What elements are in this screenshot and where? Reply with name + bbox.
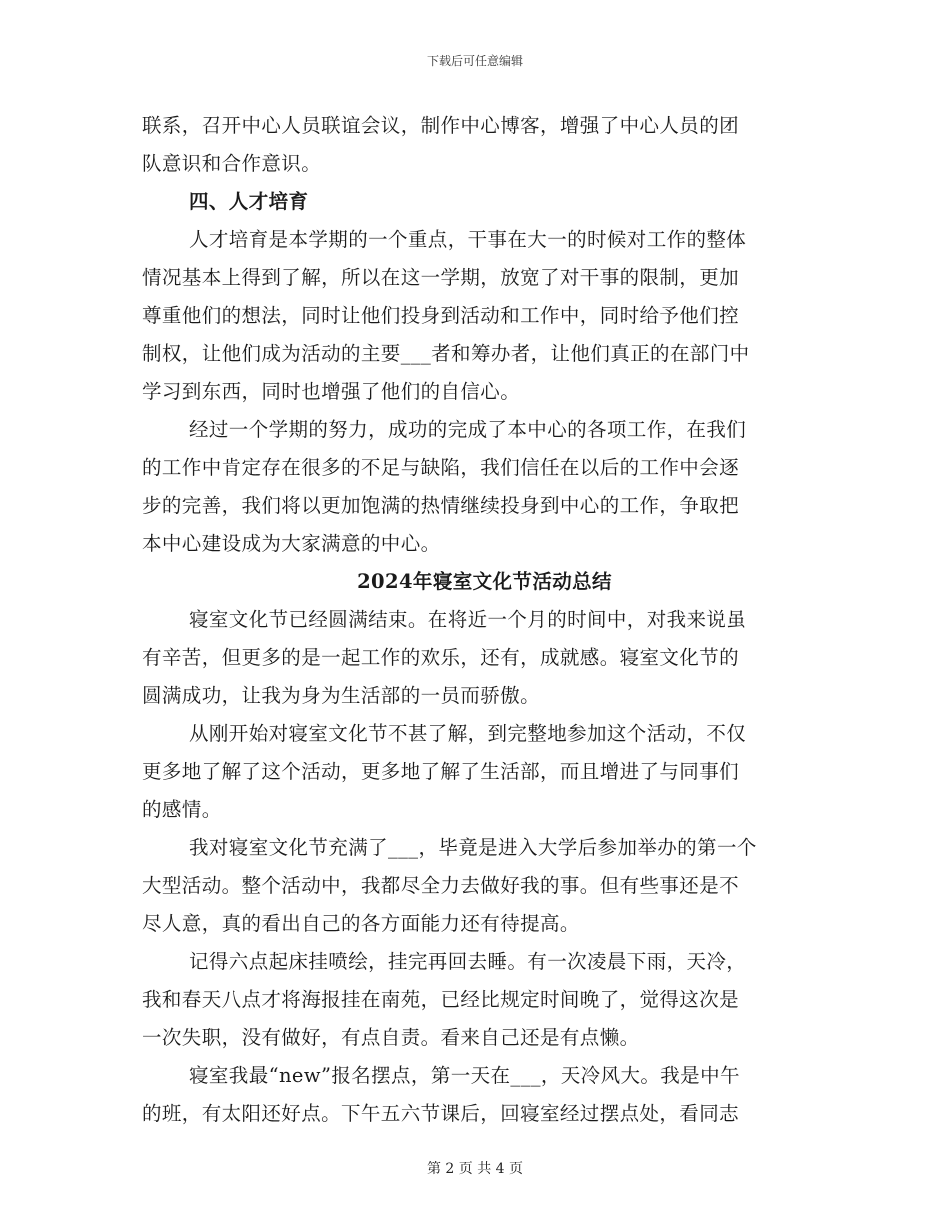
body-line: 尊重他们的想法，同时让他们投身到活动和工作中，同时给予他们控 [142, 304, 740, 327]
body-line: 大型活动。整个活动中，我都尽全力去做好我的事。但有些事还是不 [142, 874, 740, 897]
paragraph-first-line: 寝室文化节已经圆满结束。在将近一个月的时间中，对我来说虽 [189, 608, 747, 631]
body-line: 尽人意，真的看出自己的各方面能力还有待提高。 [142, 912, 580, 935]
body-line: 的工作中肯定存在很多的不足与缺陷，我们信任在以后的工作中会逐 [142, 456, 740, 479]
body-line: 步的完善，我们将以更加饱满的热情继续投身到中心的工作，争取把 [142, 494, 740, 517]
body-line: 联系，召开中心人员联谊会议，制作中心博客，增强了中心人员的团 [142, 114, 740, 137]
paragraph-first-line: 寝室我最“new”报名摆点，第一天在___，天冷风大。我是中午 [189, 1064, 740, 1087]
paragraph-first-line: 记得六点起床挂喷绘，挂完再回去睡。有一次凌晨下雨，天冷， [189, 950, 747, 973]
section-heading: 四、人才培育 [189, 190, 309, 213]
body-line: 情况基本上得到了解，所以在这一学期，放宽了对干事的限制，更加 [142, 266, 740, 289]
body-line: 我和春天八点才将海报挂在南苑，已经比规定时间晚了，觉得这次是 [142, 988, 740, 1011]
body-line: 一次失职，没有做好，有点自责。看来自己还是有点懒。 [142, 1026, 640, 1049]
paragraph-first-line: 经过一个学期的努力，成功的完成了本中心的各项工作，在我们 [189, 418, 747, 441]
body-line: 的感情。 [142, 798, 222, 821]
document-title: 2024年寝室文化节活动总结 [357, 570, 612, 593]
body-line: 更多地了解了这个活动，更多地了解了生活部，而且增进了与同事们 [142, 760, 740, 783]
body-line: 队意识和合作意识。 [142, 152, 322, 175]
body-line: 学习到东西，同时也增强了他们的自信心。 [142, 380, 521, 403]
body-line: 有辛苦，但更多的是一起工作的欢乐，还有，成就感。寝室文化节的 [142, 646, 740, 669]
paragraph-first-line: 从刚开始对寝室文化节不甚了解，到完整地参加这个活动，不仅 [189, 722, 747, 745]
paragraph-first-line: 人才培育是本学期的一个重点，干事在大一的时候对工作的整体 [189, 228, 747, 251]
paragraph-first-line: 我对寝室文化节充满了___，毕竟是进入大学后参加举办的第一个 [189, 836, 757, 859]
page-header-note: 下载后可任意编辑 [426, 54, 523, 68]
page-number-footer: 第 2 页 共 4 页 [426, 1161, 524, 1177]
body-line: 制权，让他们成为活动的主要___者和筹办者，让他们真正的在部门中 [142, 342, 750, 365]
body-line: 圆满成功，让我为身为生活部的一员而骄傲。 [142, 684, 541, 707]
body-line: 的班，有太阳还好点。下午五六节课后，回寝室经过摆点处，看同志 [142, 1102, 740, 1125]
document-body [142, 107, 807, 1133]
body-line: 本中心建设成为大家满意的中心。 [142, 532, 441, 555]
